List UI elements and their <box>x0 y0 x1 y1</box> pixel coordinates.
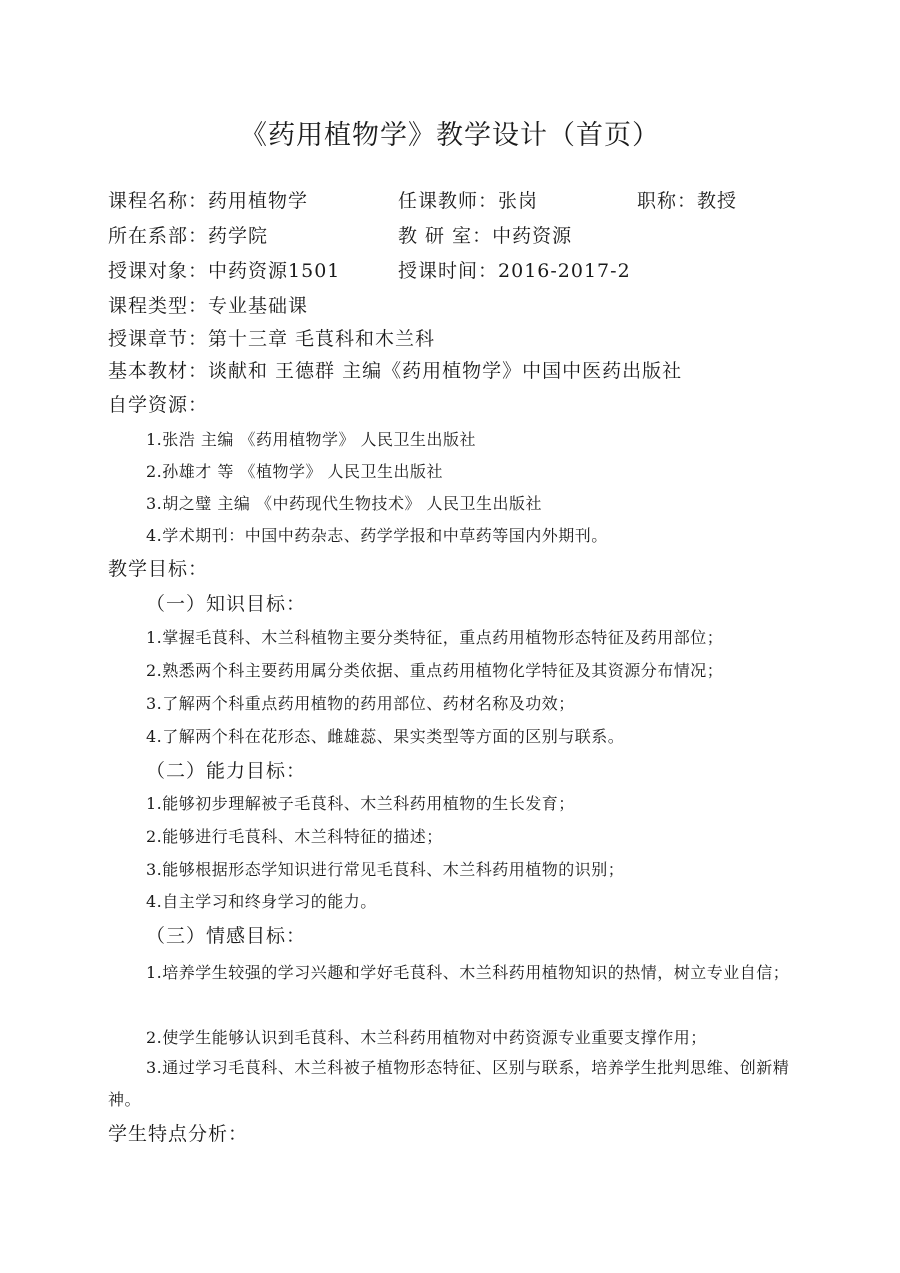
goals-heading: 教学目标： <box>108 558 209 580</box>
knowledge-goal-item: 1.掌握毛茛科、木兰科植物主要分类特征，重点药用植物形态特征及药用部位； <box>146 628 724 647</box>
department-value: 药学院 <box>208 225 269 247</box>
emotion-goal-item: 1.培养学生较强的学习兴趣和学好毛茛科、木兰科药用植物知识的热情，树立专业自信； <box>146 963 790 982</box>
chapter-value: 第十三章 毛茛科和木兰科 <box>208 328 436 350</box>
rank-row <box>637 186 737 213</box>
audience-label: 授课对象： <box>108 260 209 282</box>
course-name-label: 课程名称： <box>108 190 209 212</box>
resource-item: 4.学术期刊：中国中药杂志、药学学报和中草药等国内外期刊。 <box>146 526 608 545</box>
chapter-label: 授课章节： <box>108 328 209 350</box>
teacher-label: 任课教师： <box>398 190 499 212</box>
textbook-row <box>108 356 682 383</box>
ability-goal-item: 1.能够初步理解被子毛茛科、木兰科药用植物的生长发育； <box>146 794 575 813</box>
textbook-value: 谈献和 王德群 主编《药用植物学》中国中医药出版社 <box>208 360 683 382</box>
resource-item: 2.孙雄才 等 《植物学》 人民卫生出版社 <box>146 462 444 481</box>
office-value: 中药资源 <box>492 225 573 247</box>
course-type-label: 课程类型： <box>108 295 209 317</box>
ability-goal-item: 3.能够根据形态学知识进行常见毛茛科、木兰科药用植物的识别； <box>146 860 625 879</box>
audience-row <box>108 256 340 283</box>
student-analysis-heading: 学生特点分析： <box>108 1123 249 1145</box>
department-row <box>108 221 268 248</box>
textbook-label: 基本教材： <box>108 360 209 382</box>
audience-value: 中药资源1501 <box>208 260 341 282</box>
ability-goal-item: 2.能够进行毛茛科、木兰科特征的描述； <box>146 827 443 846</box>
resource-item: 3.胡之璧 主编 《中药现代生物技术》 人民卫生出版社 <box>146 494 543 513</box>
knowledge-goal-item: 3.了解两个科重点药用植物的药用部位、药材名称及功效； <box>146 694 575 713</box>
chapter-row <box>108 324 435 351</box>
ability-goals-heading: （二）能力目标： <box>146 760 307 782</box>
time-value: 2016-2017-2 <box>498 260 631 282</box>
resource-item: 1.张浩 主编 《药用植物学》 人民卫生出版社 <box>146 430 477 449</box>
resources-heading: 自学资源： <box>108 394 209 416</box>
course-type-row <box>108 291 308 318</box>
emotion-goal-item: 3.通过学习毛茛科、木兰科被子植物形态特征、区别与联系，培养学生批判思维、创新精神。 <box>108 1058 790 1109</box>
document-title: 《药用植物学》教学设计（首页） <box>240 120 660 151</box>
course-type-value: 专业基础课 <box>208 295 309 317</box>
rank-label: 职称： <box>637 190 698 212</box>
teacher-value: 张岗 <box>498 190 539 212</box>
knowledge-goal-item: 4.了解两个科在花形态、雌雄蕊、果实类型等方面的区别与联系。 <box>146 727 625 746</box>
course-name-row <box>108 186 308 213</box>
emotion-goal-item: 2.使学生能够认识到毛茛科、木兰科药用植物对中药资源专业重要支撑作用； <box>146 1028 707 1047</box>
office-row <box>398 221 572 248</box>
emotion-goals-heading: （三）情感目标： <box>146 925 307 947</box>
knowledge-goals-heading: （一）知识目标： <box>146 593 307 615</box>
course-name-value: 药用植物学 <box>208 190 309 212</box>
time-label: 授课时间： <box>398 260 499 282</box>
teacher-row <box>398 186 538 213</box>
knowledge-goal-item: 2.熟悉两个科主要药用属分类依据、重点药用植物化学特征及其资源分布情况； <box>146 661 724 680</box>
ability-goal-item: 4.自主学习和终身学习的能力。 <box>146 892 377 911</box>
office-label: 教 研 室： <box>398 225 493 247</box>
department-label: 所在系部： <box>108 225 209 247</box>
time-row <box>398 256 631 283</box>
rank-value: 教授 <box>697 190 738 212</box>
